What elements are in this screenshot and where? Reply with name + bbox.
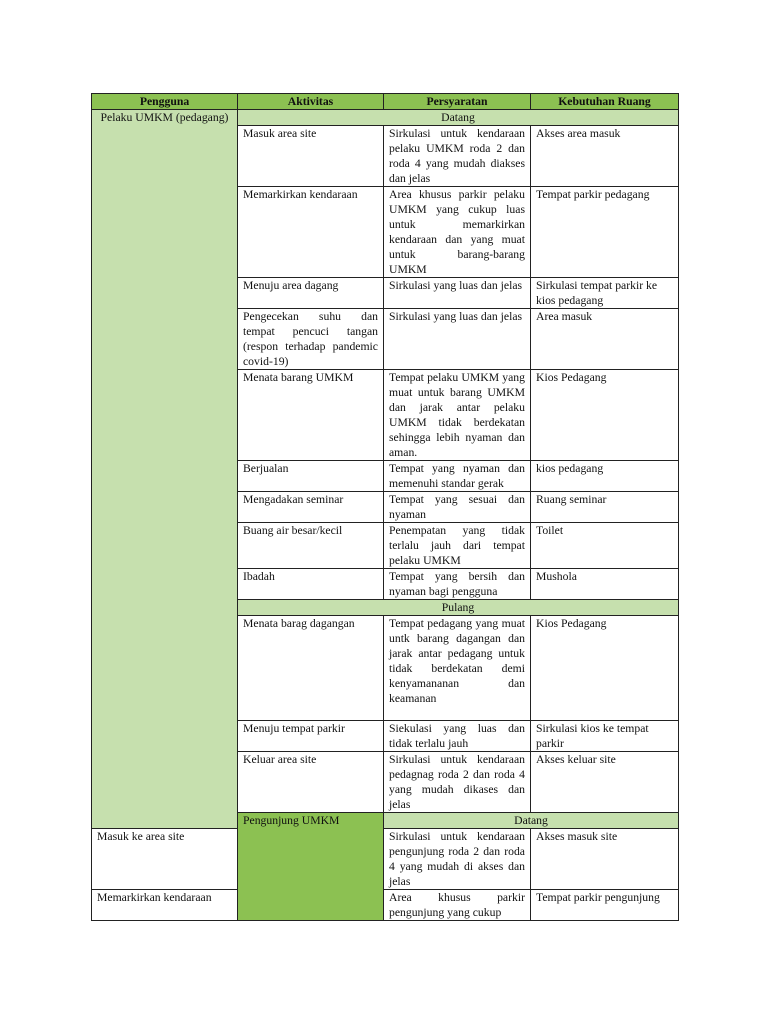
requirement-cell: Penempatan yang tidak terlalu jauh dari tempat pelaku UMKM [384,523,531,569]
space-requirements-table [91,93,679,921]
activity-cell: Masuk area site [238,126,384,187]
header-kebutuhan-ruang: Kebutuhan Ruang [531,94,679,110]
activity-cell: Berjualan [238,461,384,492]
requirement-cell: Tempat pelaku UMKM yang muat untuk barang UMKM dan jarak antar pelaku UMKM tidak berdekatan sehingga lebih nyaman dan aman. [384,370,531,461]
requirement-cell: Area khusus parkir pengunjung yang cukup [384,890,531,921]
activity-cell: Ibadah [238,569,384,600]
activity-cell: Menuju area dagang [238,278,384,309]
space-cell: Sirkulasi tempat parkir ke kios pedagang [531,278,679,309]
activity-cell: Menata barag dagangan [238,616,384,721]
space-cell: Sirkulasi kios ke tempat parkir [531,721,679,752]
requirement-cell: Sirkulasi untuk kendaraan pelaku UMKM roda 2 dan roda 4 yang mudah diakses dan jelas [384,126,531,187]
activity-cell: Mengadakan seminar [238,492,384,523]
space-cell: Tempat parkir pedagang [531,187,679,278]
header-row [92,94,679,110]
user-cell: Pengunjung UMKM [238,813,384,921]
requirement-cell: Sirkulasi untuk kendaraan pengunjung roda 2 dan roda 4 yang mudah di akses dan jelas [384,829,531,890]
activity-cell: Masuk ke area site [92,829,238,890]
space-cell: Kios Pedagang [531,370,679,461]
space-cell: Akses area masuk [531,126,679,187]
activity-cell: Pengecekan suhu dan tempat pencuci tangan (respon terhadap pandemic covid-19) [238,309,384,370]
space-cell: Mushola [531,569,679,600]
requirement-cell: Tempat yang nyaman dan memenuhi standar gerak [384,461,531,492]
requirement-cell: Siekulasi yang luas dan tidak terlalu jauh [384,721,531,752]
space-cell: Akses masuk site [531,829,679,890]
space-cell: Toilet [531,523,679,569]
requirement-cell: Sirkulasi untuk kendaraan pedagnag roda 2 dan roda 4 yang mudah dikases dan jelas [384,752,531,813]
activity-cell: Keluar area site [238,752,384,813]
activity-cell: Menata barang UMKM [238,370,384,461]
space-cell: kios pedagang [531,461,679,492]
user-cell: Pelaku UMKM (pedagang) [92,110,238,829]
activity-cell: Buang air besar/kecil [238,523,384,569]
activity-cell: Memarkirkan kendaraan [238,187,384,278]
requirement-cell: Tempat yang bersih dan nyaman bagi pengguna [384,569,531,600]
header-aktivitas: Aktivitas [238,94,384,110]
activity-cell: Menuju tempat parkir [238,721,384,752]
activity-cell: Memarkirkan kendaraan [92,890,238,921]
requirement-cell: Tempat pedagang yang muat untk barang dagangan dan jarak antar pedagang untuk tidak berdekatan demi kenyamananan dan keamanan [384,616,531,721]
phase-row [92,110,679,126]
table-row [92,890,679,921]
requirement-cell: Tempat yang sesuai dan nyaman [384,492,531,523]
phase-label: Datang [384,813,679,829]
space-cell: Ruang seminar [531,492,679,523]
space-cell: Area masuk [531,309,679,370]
space-cell: Tempat parkir pengunjung [531,890,679,921]
header-pengguna: Pengguna [92,94,238,110]
requirement-cell: Sirkulasi yang luas dan jelas [384,278,531,309]
header-persyaratan: Persyaratan [384,94,531,110]
table-row [92,829,679,890]
requirement-cell: Sirkulasi yang luas dan jelas [384,309,531,370]
phase-label: Datang [238,110,679,126]
phase-label: Pulang [238,600,679,616]
space-cell: Kios Pedagang [531,616,679,721]
space-cell: Akses keluar site [531,752,679,813]
requirement-cell: Area khusus parkir pelaku UMKM yang cukup luas untuk memarkirkan kendaraan dan yang muat untuk barang-barang UMKM [384,187,531,278]
